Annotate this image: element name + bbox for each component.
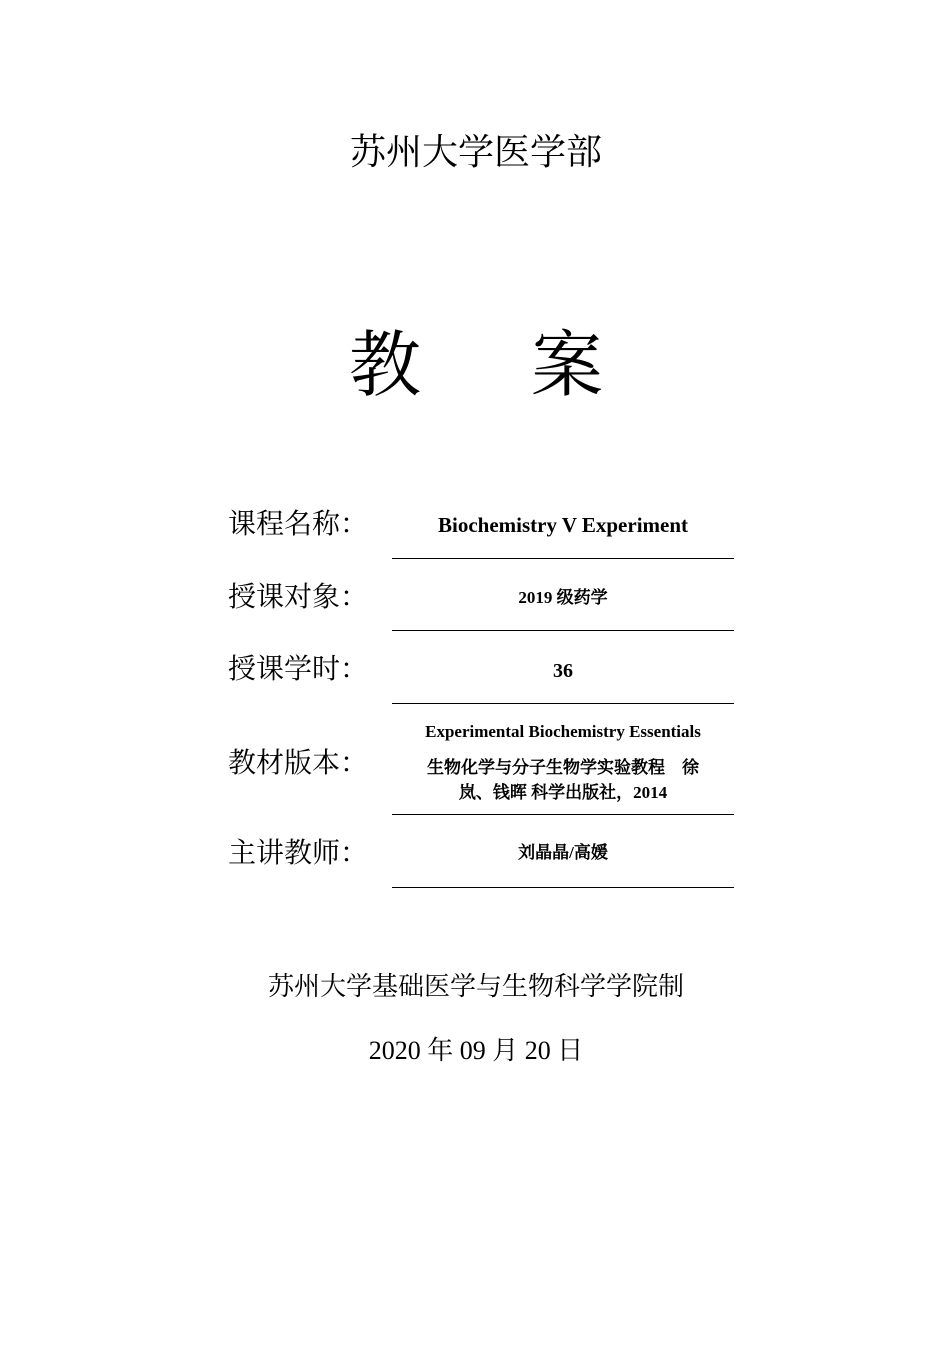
- course-name-value: Biochemistry V Experiment: [437, 513, 689, 537]
- title-char-1: 教: [348, 323, 421, 407]
- audience-underline: [392, 630, 734, 631]
- hours-value: 36: [553, 660, 573, 682]
- textbook-value-line3: 岚、钱晖 科学出版社，2014: [458, 783, 668, 802]
- issue-date: 2020 年 09 月 20 日: [368, 1036, 584, 1065]
- lecturer-label: 主讲教师：: [228, 836, 369, 869]
- lecturer-underline: [392, 887, 734, 888]
- title-char-2: 案: [531, 323, 604, 407]
- issuing-organization: 苏州大学基础医学与生物科学学院制: [267, 972, 684, 1002]
- institution-name: 苏州大学医学部: [349, 132, 602, 173]
- textbook-label: 教材版本：: [228, 746, 369, 779]
- course-name-label: 课程名称：: [228, 507, 369, 540]
- audience-label: 授课对象：: [228, 580, 369, 613]
- hours-underline: [392, 703, 734, 704]
- course-name-underline: [392, 558, 734, 559]
- textbook-underline: [392, 814, 734, 815]
- lecturer-value: 刘晶晶/高媛: [518, 843, 608, 862]
- hours-label: 授课学时：: [228, 652, 369, 685]
- audience-value: 2019 级药学: [518, 588, 608, 607]
- document-title: [0, 320, 952, 410]
- textbook-value-line1: Experimental Biochemistry Essentials: [425, 722, 701, 741]
- textbook-value-line2: 生物化学与分子生物学实验教程 徐: [427, 758, 699, 777]
